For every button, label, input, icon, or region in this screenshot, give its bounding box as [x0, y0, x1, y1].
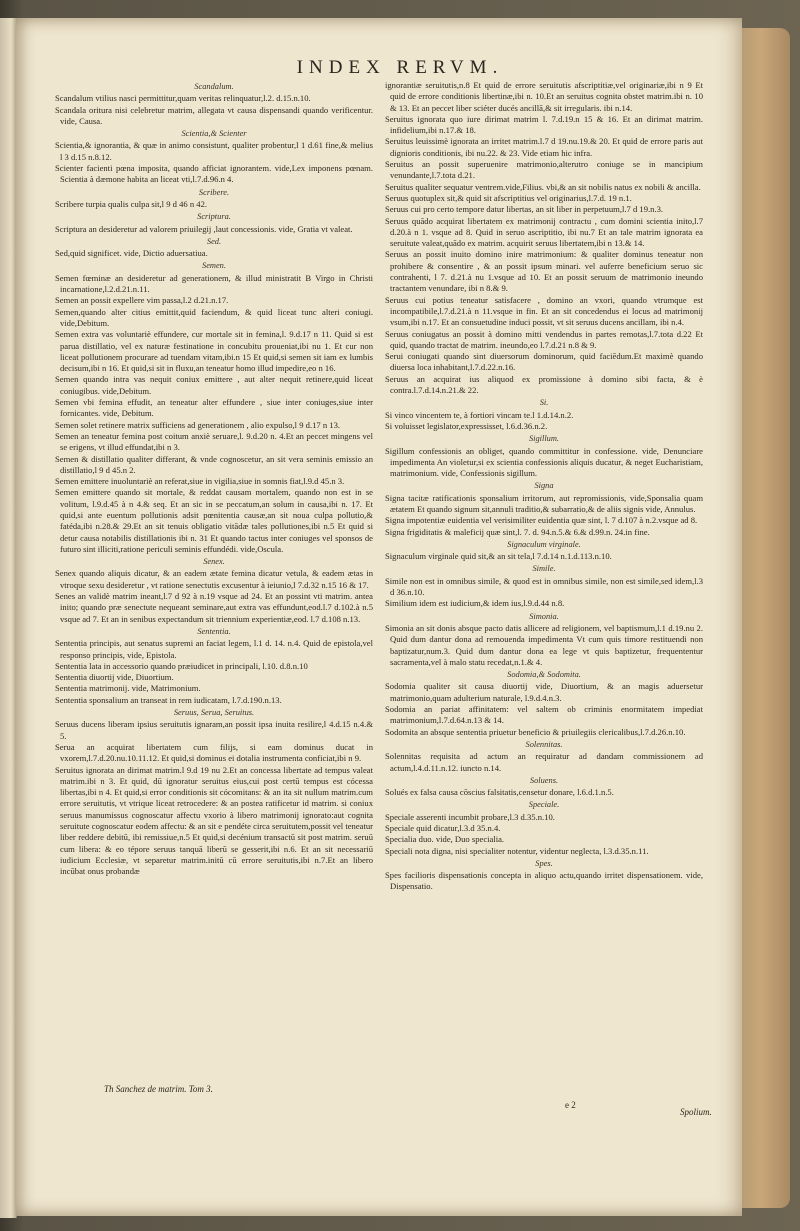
index-heading: Sententia. [197, 626, 231, 636]
index-entry: Speciali nota digna, nisi specialiter notentur, videntur neglecta, l.3.d.35.n.11. [385, 845, 649, 856]
index-entry: Sodomia an pariat affinitatem: vel saltem ob criminis enormitatem impediat matrimonium,l.7.d.64.n.13 & 14. [385, 704, 703, 726]
index-entry: ignorantiæ seruitutis,n.8 Et quid de errore seruitutis afscriptitiæ,vel originariæ,ibi n 9 Et quid de errore conditionis libertinæ,ibi n. 10.Et an seruitus cognita obstet matrim.ibi n. 10 & 13. Et an peccet liber sciéter ducés ancillā,& sit irregularis. ibi n.14. [385, 80, 703, 113]
index-entry: Speciale asserenti incumbit probare,l.3 d.35.n.10. [385, 811, 555, 822]
index-entry: Semen an possit expellere vim passa,l.2 d.21.n.17. [55, 295, 229, 306]
right-page-edge [742, 28, 790, 1208]
index-entry: Simonia an sit donis absque pacto datis allicere ad religionem, vel baptismum,l.1 d.19.nu 2. Quid dum dantur dona ad remouenda impedimenta Vt cum quis timore restituendi non baptizatur,num.3. Quid dum dantur dona ea lege vt quis baptizetur, frequententur sacramenta,vel à malo statu recedat,n.1.& 4. [385, 622, 703, 667]
index-entry: Semen solet retinere matrix sufficiens ad generationem , alio expulso,l 9 d.17 n 13. [55, 419, 341, 430]
index-entry: Similium idem est iudicium,& idem ius,l.9.d.44 n.8. [385, 598, 565, 609]
index-heading: Si. [539, 398, 549, 408]
index-entry: Serui coniugati quando sint diuersorum dominorum, quid faciēdum.Et maximè quando diuersa loca inhabitant,l.7.d.22.n.16. [385, 351, 703, 373]
index-entry: Simile non est in omnibus simile, & quod est in omnibus simile, non est simile,sed idem,l.3 d 36.n.10. [385, 575, 703, 598]
index-entry: Senes an validè matrim ineant,l.7 d 92 à n.19 vsque ad 24. Et an possint vti matrim. antea inito; quando præ senectute nequeant seminare,aut extra vas effundunt,eod.l.7 d.102.à n.5 vsque ad 7. Et an in senibus expectandum sit triennium experientiæ,eod. l.7 d.108 n.13. [55, 591, 373, 624]
index-entry: Sed,quid significet. vide, Dictio aduersatiua. [55, 248, 208, 259]
index-entry: Sodomia qualiter sit causa diuortij vide, Diuortium, & an magis aduersetur matrimonio,quam adulterium naturale, l.9.d.4.n.3. [385, 681, 703, 703]
index-heading: Solennitas. [525, 739, 563, 749]
index-entry: Scriptura an desideretur ad valorem priuilegij ,laut concessionis. vide, Gratia vt valeat. [55, 223, 353, 234]
index-entry: Scandalum vtilius nasci permittitur,quam veritas relinquatur,l.2. d.15.n.10. [55, 93, 311, 104]
index-entry: Semen extra vas voluntariè effundere, cur mortale sit in femina,l. 9.d.17 n 11. Quid si est parua distillatio, vel ex naturæ festinatione in concubitu proueniat,ibi nu 1. Et cur non liceat pollutionem procurare ad tuendam vitam,ibi.n 15 Et quid,si semen sit iam ex lumbis decisum,ibi n 16. Et quid,si sit in fluxu,an teneatur homo illud impedire,eo n 16. [55, 329, 373, 374]
index-entry: Seruitus qualiter sequatur ventrem.vide,Filius. vbi,& an sit nobilis natus ex nobili & ancilla. [385, 181, 701, 192]
index-entry: Semen emittere inuoluntariè an referat,siue in vigilia,siue in somnis fiat,l.9.d 45.n 3. [55, 476, 345, 487]
index-entry: Semen & distillatio qualiter differant, & vnde cognoscetur, an sit vera seminis emissio an distillatio,l 9 d 45.n 2. [55, 453, 373, 475]
index-heading: Semen. [202, 261, 226, 271]
index-entry: Spes facilioris dispensationis concepta in aliquo actu,quando irritet dispensationem. vide, Dispensatio. [385, 870, 703, 892]
catchword: Spolium. [680, 1107, 712, 1117]
index-entry: Semen an teneatur femina post coitum anxiè seruare,l. 9.d.20 n. 4.Et an peccet mingens vel se erigens, vt illud effundat,ibi n 3. [55, 430, 373, 453]
index-entry: Semen fœminæ an desideretur ad generationem, & illud ministratit B Virgo in Christi incarnatione,l.2.d.21.n.11. [55, 272, 373, 295]
index-entry: Scienter facienti pœna imposita, quando afficiat ignorantem. vide,Lex imponens pœnam. Scientia à dæmone habita an liceat vti,l.7.d.96.n 4. [55, 163, 373, 185]
index-entry: Seruus cui pro certo tempore datur libertas, an sit liber in perpetuum,l.7 d 19.n.3. [385, 204, 664, 215]
index-entry: Senex quando aliquis dicatur, & an eadem ætate femina dicatur vetula, & eadem ætas in vtroque sexu desideretur , vt ratione senectutis excusentur à ieiunio,l 7.d.32 n.15 16 & 17. [55, 568, 373, 590]
index-heading: Sigillum. [528, 434, 559, 444]
index-heading: Simile. [532, 564, 556, 574]
index-entry: Seruus an possit inuito domino inire matrimonium: & qualiter dominus teneatur non prohibere & consentire , & an possit ipsum minari. vel auferre beneficium seruo sic contrahenti, l 7. d.21.à nu 1.vsque ad 10. Et an possit seruum de matrimonio ineundo tractantem venundare, ibi n 8.& 9. [385, 249, 703, 294]
index-entry: Signa tacitæ ratificationis sponsalium irritorum, aut repromissionis, vide,Sponsalia quam ætatem Et quando signum sit,annuli traditio,& subarratio,& de aliis signis vide, Annulus. [385, 492, 703, 514]
index-heading: Scribere. [198, 187, 230, 197]
index-heading: Signaculum virginale. [507, 539, 581, 549]
index-entry: Sententia principis, aut senatus supremi an faciat legem, l.1 d. 14. n.4. Quid de epistola,vel responso principis, vide, Epistola. [55, 638, 373, 660]
index-entry: Serua an acquirat libertatem cum filijs, si eam dominus ducat in vxorem,l.7.d.20.nu.10.11.12. Et quid,si dominus ei dotalia instrumenta conficiat,ibi n 9. [55, 741, 373, 764]
index-heading: Spes. [535, 858, 553, 868]
index-entry: Scribere turpia qualis culpa sit,l 9 d 46 n 42. [55, 198, 208, 209]
index-entry: Sententia sponsalium an transeat in rem iudicatam, l.7.d.190.n.13. [55, 694, 282, 705]
index-entry: Sententia matrimonij. vide, Matrimonium. [55, 683, 201, 694]
index-entry: Signa frigiditatis & maleficij quæ sint,l. 7. d. 94.n.5.& 6.& d.99.n. 24.in fine. [385, 526, 650, 537]
index-entry: Seruitus ignorata quo iure dirimat matrim l. 7.d.19.n 15 & 16. Et an dirimat matrim. infidelium,ibi n.17.& 18. [385, 113, 703, 136]
index-heading: Scriptura. [197, 212, 231, 222]
index-entry: Seruus an acquirat ius aliquod ex promissione à domino sibi facta, & è contra.l.7.d.14.n.21.& 22. [385, 373, 703, 396]
left-column [55, 80, 373, 877]
index-heading: Simonia. [529, 611, 559, 621]
index-entry: Sententia diuortij vide, Diuortium. [55, 672, 174, 683]
right-column [385, 80, 703, 893]
index-heading: Sed. [206, 236, 222, 246]
index-entry: Seruus ducens liberam ipsius seruitutis ignaram,an possit ipsa inuita resilire,l 4.d.15 n.4.& 5. [55, 719, 373, 741]
index-entry: Semen quando intra vas nequit coniux emittere , aut alter nequit retinere,quid liceat coniugibus. vide,Debitum. [55, 374, 373, 396]
index-entry: Seruus quādo acquirat libertatem ex matrimonij contractu , cum domini scientia inito,l.7 d.20.à n 1. vsque ad 8. Quid in seruo ascriptitio, ibi nu.7 Et an tale matrim ignorata ea seruitute valeat,quādo ex matrim. acquirit seruus libertatem,ibi n 13.& 14. [385, 215, 703, 249]
index-heading: Scientia,& Scienter [181, 129, 247, 139]
index-entry: Si voluisset legislator,expressisset, l.6.d.36.n.2. [385, 420, 548, 431]
index-entry: Solennitas requisita ad actum an requiratur ad dandam commissionem ad actum,l.4.d.11.n.12. iuncto n.14. [385, 751, 703, 773]
index-entry: Sigillum confessionis an obliget, quando committitur in confessione. vide, Denunciare impedimenta An violetur,si ex scientia confessionis aliquis ducatur, & neget Eucharistiam, matrimonium. vide, Confessionis sigillum. [385, 445, 703, 479]
index-heading: Sodomia,& Sodomita. [507, 670, 581, 680]
index-heading: Senex. [203, 557, 225, 567]
index-entry: Seruus coniugatus an possit à domino mitti vendendus in partes remotas,l.7.tota d.22 Et quid, quando tractat de matrim. ineundo,eo l.7.d.21 n.8 & 9. [385, 328, 703, 350]
index-entry: Specialia duo. vide, Duo specialia. [385, 834, 505, 845]
page-title: INDEX RERVM. [296, 57, 504, 78]
left-page-edge [0, 18, 17, 1218]
index-heading: Soluens. [529, 775, 559, 785]
index-entry: Semen emittere quando sit mortale, & reddat causam mortalem, quando non est in se volitum, l.9.d.45 à n 4.& seq. Et an sic in se peccatum,an solum in causa,ibi n. 17. Et quid,si ante euentum pollutionis adsit pœnitentia causæ,an sit noua culpa pollutio,& fatéda,ibi n.28.& 29.Et an sit tenuis obligatio vitādæ tales pollutiones,ibi n.5 Et quid si detur causa notabilis distillationis ibi n. 31 Et quando tactus inter coniuges vel sponsos de futuro sint illiciti,ratione periculi seminis effundédi. vide,Oscula. [55, 487, 373, 554]
index-entry: Seruitus an possit superuenire matrimonio,alterutro coniuge se in mancipium venundante,l.7.tota d.21. [385, 159, 703, 181]
index-entry: Signa impotentiæ euidentia vel verisimiliter euidentia quæ sint, l. 7 d.107 à n.2.vsque ad 8. [385, 515, 698, 526]
index-entry: Sodomita an absque sententia priuetur beneficio & priuilegiis clericalibus,l.7.d.26.n.10. [385, 726, 686, 737]
index-entry: Seruitus leuissimè ignorata an irritet matrim.l.7 d 19.nu.19.& 20. Et quid de errore paris aut dignioris conditionis, ibi nu.22. & 23. Vide etiam hic infra. [385, 136, 703, 158]
index-heading: Seruus, Serua, Seruitus. [173, 708, 255, 718]
index-entry: Semen vbi femina effudit, an teneatur alter effundere , siue inter coniuges,siue inter fornicantes. vide, Debitum. [55, 397, 373, 419]
index-entry: Signaculum virginale quid sit,& an sit tela,l 7.d.14 n.1.d.113.n.10. [385, 551, 612, 562]
index-entry: Seruus cui potius teneatur satisfacere , domino an vxori, quando vtrumque est incompatibile,l.7.d.21.à n 11.vsque in fin. Et an sit concedendus ei locus ad matrimonij vsum,ibi n.17. Et an consuetudine induci possit, vt sit seruus ducens ancillam, ibi n.4. [385, 294, 703, 328]
index-heading: Scandalum. [194, 82, 234, 91]
index-entry: Scientia,& ignorantia, & quæ in animo consistunt, qualiter probentur,l 1 d.61 fine,& melius l 3 d.15 n.8.12. [55, 140, 373, 162]
index-entry: Speciale quid dicatur,l.3.d 35.n.4. [385, 823, 501, 833]
signature-mark: e 2 [565, 1100, 576, 1110]
index-entry: Sententia lata in accessorio quando præiudicet in principali, l.10. d.8.n.10 [55, 660, 308, 671]
index-heading: Speciale. [528, 800, 560, 810]
index-heading: Signa [534, 481, 554, 491]
index-entry: Si vinco vincentem te, à fortiori vincam te.l 1.d.14.n.2. [385, 409, 574, 420]
index-entry: Solués ex falsa causa cōscius falsitatis,censetur donare, l.6.d.1.n.5. [385, 787, 614, 798]
index-entry: Scandala oritura nisi celebretur matrim, allegata vt causa dispensandi quando verificentur. vide, Causa. [55, 104, 373, 126]
index-entry: Seruitus ignorata an dirimat matrim.l 9.d 19 nu 2.Et an concessa libertate ad tempus valeat matrim.ibi n 3. Et quid, dū ignoratur seruitus eius,cui post certū tempus est cócessa libertas,ibi n 4. Et quid,si error conditionis sit cócomitans: & an ita sit nullum matrim.cum errore seruitutis, vt vtrique liceat retrocedere: & an postea ratificetur id matrim. si coniux seruus manumissus cognoscatur affectu vxorio à libero matrimonij ignorato:aut cognita seruitute cognoscatur eodem affectu: & an sit e pendéte circa seruitutem,possit vel teneatur liber reddere debitū, ibi remissiue,n.5 Et quid,si decénium transactū sit post matrim. seruū cum libera: & eo tépore seruus tanquā liberū se gesserit,ibi n.6. Et an sit necessariū iudicium Ecclesiæ, vt separetur matrim.initū cū errore seruitutis,ibi n.7.Et an libero incūbat onus probandæ [55, 764, 373, 877]
index-entry: Semen,quando alter citius emittit,quid faciendum, & quid liceat tunc alteri coniugi. vide,Debitum. [55, 306, 373, 328]
index-entry: Seruus quotuplex sit,& quid sit afscriptitius vel originarius,l.7.d. 19 n.1. [385, 192, 632, 203]
footer-author-line: Th Sanchez de matrim. Tom 3. [104, 1084, 213, 1094]
